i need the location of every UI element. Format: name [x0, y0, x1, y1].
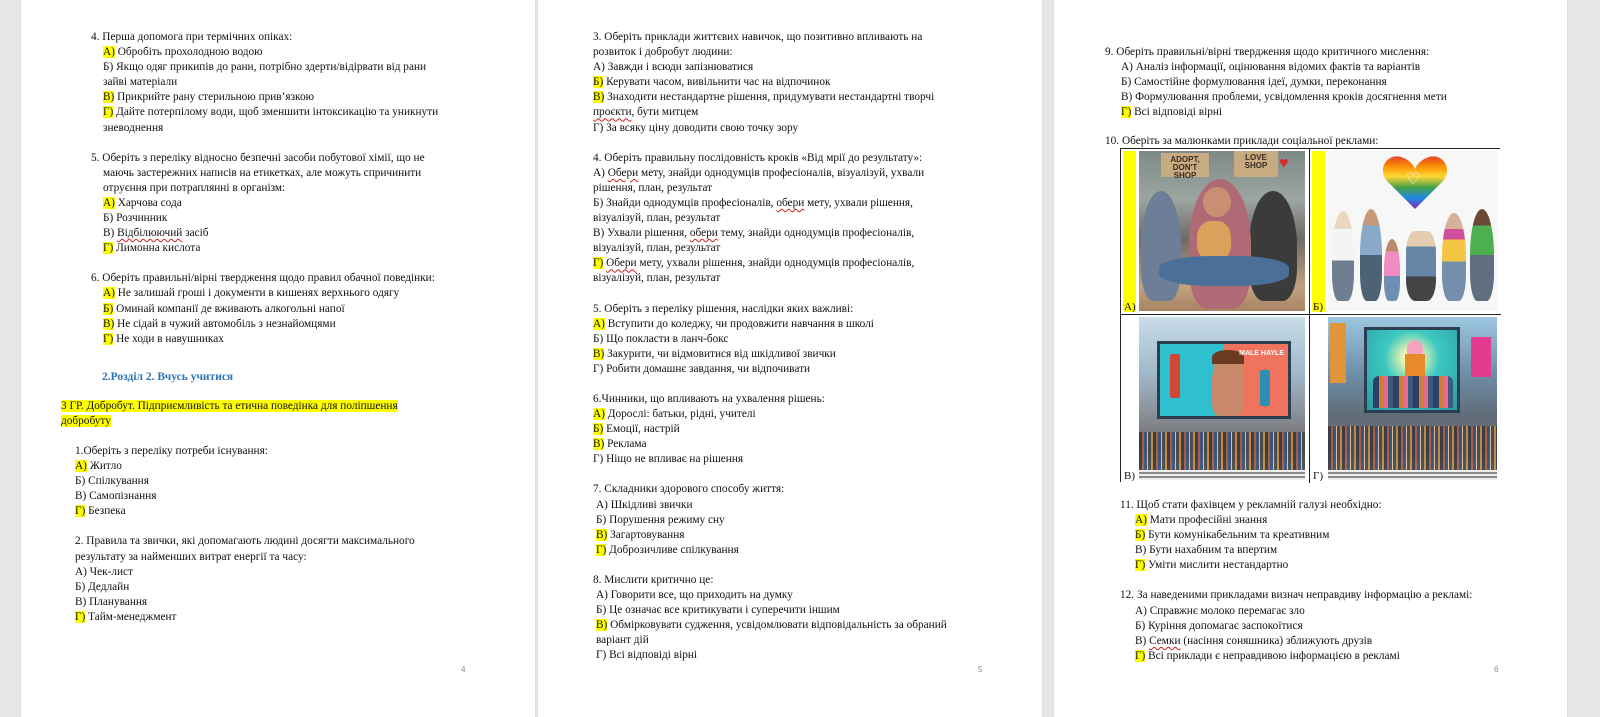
answer-letter: Г) — [593, 453, 604, 466]
answer-text: візуалізуй, план, результат — [593, 242, 721, 255]
answer-letter: Б) — [593, 196, 604, 209]
answer-text: Безпека — [85, 505, 126, 518]
answer-option — [593, 256, 947, 271]
answer-option — [593, 332, 947, 347]
answer-text: Порушення режиму сну — [606, 513, 725, 526]
answer-text: Всі приклади є неправдивою інформацією в рекламі — [1145, 649, 1400, 662]
answer-options — [593, 317, 947, 377]
answer-letter-highlighted: В) — [103, 91, 115, 104]
question-6-safe-behavior — [91, 271, 438, 346]
answer-letter: В) — [75, 490, 87, 503]
answer-option — [596, 513, 947, 528]
question-title-line: 3. Оберіть приклади життєвих навичок, що позитивно впливають на — [593, 31, 923, 43]
answer-option — [593, 317, 947, 332]
answer-text: Харчова сода — [114, 196, 182, 209]
answer-letter: А) — [596, 589, 608, 601]
answer-text: Не ходи в навушниках — [113, 332, 224, 345]
document-page-6 — [1054, 0, 1567, 717]
answer-text: Вступити до коледжу, чи продовжити навчання в школі — [604, 317, 874, 330]
question-title: 8. Мислити критично це: — [593, 573, 714, 586]
answer-letter: Б) — [75, 475, 86, 488]
answer-option — [593, 407, 947, 422]
answer-letter: А) — [596, 498, 608, 511]
answer-letter: Б) — [103, 212, 114, 225]
answer-letter-highlighted: А) — [75, 460, 87, 473]
question-title: 9. Оберіть правильні/вірні твердження щодо критичного мислення: — [1105, 46, 1430, 58]
question-title: 4. Оберіть правильну послідовність кроків «Від мрії до результату»: — [593, 151, 923, 164]
answer-text: Доброзичливе спілкування — [606, 543, 739, 556]
question-7-healthy-lifestyle — [593, 482, 947, 557]
answer-text: Знайди однодумців професіоналів, обери мету, ухвали рішення, — [603, 196, 913, 209]
answer-text: проєкти, бути митцем — [593, 106, 699, 119]
answer-letter-highlighted: Г) — [75, 505, 86, 518]
answer-option — [1135, 649, 1472, 664]
question-block-2 — [1120, 498, 1472, 664]
answer-option — [75, 504, 415, 519]
answer-text: Спілкування — [85, 475, 149, 488]
answer-letter-highlighted: Г) — [593, 257, 604, 270]
question-title: 6.Чинники, що впливають на ухвалення рішень: — [593, 392, 825, 405]
answer-options — [1120, 513, 1472, 573]
answer-option — [596, 603, 947, 618]
answer-option-continuation — [593, 105, 947, 120]
answer-option — [593, 226, 947, 241]
answer-letter: А) — [1135, 604, 1147, 617]
answer-option-continuation — [593, 241, 947, 256]
answer-letter: Г) — [596, 649, 607, 662]
answer-option — [103, 90, 438, 105]
answer-letter-highlighted: Г) — [103, 332, 114, 345]
diversity-rainbow-heart-illustration — [1328, 151, 1497, 311]
answer-text: Прикрийте рану стерильною прив’язкою — [114, 91, 315, 104]
question-8-critical-thinking — [593, 573, 947, 664]
question-6-decision-factors — [593, 392, 947, 467]
answer-letter-highlighted: Б) — [1135, 529, 1146, 542]
question-title: 12. За наведеними прикладами визнач неправдиву інформацію а рекламі: — [1120, 589, 1473, 602]
question-title-line: 2. Правила та звички, які допомагають людині досягти максимального — [75, 535, 415, 548]
answer-letter: В) — [1135, 634, 1147, 647]
question-3-life-skills — [593, 30, 947, 136]
answer-options — [593, 588, 947, 663]
answer-option — [75, 565, 415, 580]
answer-option — [103, 226, 438, 241]
page-number: 5 — [978, 665, 983, 674]
answer-option — [75, 595, 415, 610]
question-10-social-ads-title: 10. Оберіть за малюнками приклади соціальної реклами: — [1105, 135, 1379, 147]
answer-text: Лимонна кислота — [113, 242, 201, 255]
question-title: 5. Оберіть з переліку рішення, наслідки яких важливі: — [593, 302, 854, 315]
answer-letter: В) — [1135, 544, 1147, 557]
answer-option — [593, 60, 947, 75]
answer-letter-highlighted: А) — [1135, 514, 1147, 527]
love-shop-sign: LOVE SHOP — [1234, 151, 1278, 177]
answer-options — [75, 565, 415, 625]
answer-options — [75, 459, 415, 519]
answer-letter-highlighted: Г) — [596, 543, 607, 556]
answer-option — [1121, 75, 1447, 90]
answer-option — [596, 528, 947, 543]
answer-text: Самопізнання — [86, 490, 157, 503]
image-label: А) — [1124, 301, 1136, 313]
answer-option — [1121, 60, 1447, 75]
answer-text: Реклама — [604, 438, 647, 451]
answer-option — [593, 75, 947, 90]
answer-option — [593, 90, 947, 105]
answer-options — [91, 196, 438, 256]
question-title-line: результату за найменших витрат енергії та часу: — [75, 550, 307, 563]
page-number: 6 — [1494, 665, 1499, 674]
answer-letter-highlighted: Г) — [75, 610, 86, 623]
image-label: Г) — [1313, 470, 1324, 482]
answer-text: Керувати часом, вивільнити час на відпочинок — [603, 76, 831, 89]
answer-option — [1135, 634, 1472, 649]
answer-text: рішення, план, результат — [593, 181, 713, 194]
document-page-4 — [21, 0, 535, 717]
answer-text: зайві матеріали — [103, 76, 178, 89]
answer-text: Дедлайн — [85, 580, 130, 593]
answer-text: Дорослі: батьки, рідні, учителі — [604, 408, 756, 421]
answer-letter-highlighted: Б) — [593, 423, 604, 436]
answer-letter-highlighted: Г) — [1135, 559, 1146, 572]
answer-letter-highlighted: А) — [593, 317, 605, 330]
answer-option — [1121, 90, 1447, 105]
answer-text: Всі відповіді вірні — [606, 649, 698, 662]
answer-letter-highlighted: В) — [596, 528, 608, 541]
answer-option-continuation — [596, 633, 947, 648]
answer-letter: Б) — [1135, 619, 1146, 632]
answer-option-continuation — [593, 211, 947, 226]
adopt-dont-shop-photo — [1139, 151, 1305, 311]
answer-letter: Б) — [596, 604, 607, 617]
question-4-first-aid — [91, 30, 438, 136]
answer-text: Закурити, чи відмовитися від шкідливої звички — [604, 347, 836, 360]
answer-option — [75, 489, 415, 504]
answer-option — [596, 588, 947, 603]
answer-text: Обмірковувати судження, усвідомлювати відповідальність за обраний — [607, 619, 947, 632]
answer-options — [593, 498, 947, 558]
ad-image-d[interactable] — [1310, 315, 1501, 483]
answer-text: Бути нахабним та впертим — [1146, 544, 1278, 557]
question-1-existence-needs — [75, 444, 415, 519]
answer-option — [593, 437, 947, 452]
group-heading-line: добробуту — [61, 415, 111, 428]
answer-letter: Б) — [103, 61, 114, 74]
answer-letter-highlighted: Г) — [1135, 649, 1146, 662]
question-title-line: розвиток і добробут людини: — [593, 46, 733, 59]
question-2-time-management — [75, 534, 415, 625]
answer-options — [91, 45, 438, 136]
question-block — [593, 30, 947, 663]
question-title: 1.Оберіть з переліку потреби існування: — [75, 445, 268, 457]
answer-option-continuation — [593, 181, 947, 196]
image-label: В) — [1124, 470, 1135, 482]
answer-text: Ухвали рішення, обери тему, знайди однодумців професіоналів, — [604, 227, 915, 240]
answer-letter-highlighted: В) — [596, 619, 608, 632]
answer-text: Не залишай гроші і документи в кишенях верхнього одягу — [114, 287, 400, 300]
answer-text: Емоції, настрій — [603, 423, 680, 436]
answer-letter-highlighted: Г) — [1121, 106, 1132, 119]
answer-text: Семки (насіння соняшника) зближують друзів — [1149, 634, 1373, 647]
answer-text: Дайте потерпілому води, щоб зменшити інтоксикацію та уникнути — [113, 106, 439, 119]
answer-options — [593, 407, 947, 467]
heart-icon: ♥ — [1279, 155, 1289, 172]
answer-text: Говорити все, що приходить на думку — [607, 589, 793, 601]
answer-option — [1135, 528, 1472, 543]
answer-option — [103, 241, 438, 256]
answer-option-continuation — [103, 75, 438, 90]
answer-option-continuation — [593, 271, 947, 286]
answer-options — [91, 286, 438, 346]
answer-option — [103, 286, 438, 301]
answer-option — [103, 211, 438, 226]
answer-text: Чек-лист — [86, 565, 133, 578]
answer-text: Загартовування — [607, 528, 685, 541]
question-9-critical-thinking-statements — [1105, 45, 1447, 120]
question-title: 7. Складники здорового способу життя: — [593, 483, 785, 496]
answer-text: Це означає все критикувати і суперечити іншим — [606, 604, 840, 617]
answer-option — [103, 105, 438, 120]
answer-highlight — [1312, 151, 1325, 312]
answer-letter-highlighted: А) — [103, 196, 115, 209]
social-ads-image-grid — [1120, 148, 1500, 482]
section-heading: 2.Розділ 2. Вчусь учитися — [102, 371, 234, 383]
question-title-line: отруєння при потраплянні в організм: — [103, 181, 286, 194]
answer-text: Аналіз інформації, оцінювання відомих фактів та варіантів — [1132, 61, 1421, 74]
answer-option — [103, 45, 438, 60]
answer-letter: В) — [593, 227, 605, 240]
answer-text: Формулювання проблеми, усвідомлення кроків досягнення мети — [1132, 91, 1447, 104]
answer-option — [103, 302, 438, 317]
ad-image-c[interactable] — [1121, 315, 1310, 483]
answer-letter: Б) — [75, 580, 86, 593]
answer-option — [1135, 619, 1472, 634]
answer-letter: Б) — [596, 513, 607, 526]
question-5-household-chemicals — [91, 151, 438, 257]
answer-option — [103, 317, 438, 332]
question-5-important-decisions — [593, 302, 947, 377]
image-label: Б) — [1313, 301, 1323, 313]
question-block — [91, 30, 438, 347]
question-title: 6. Оберіть правильні/вірні твердження щодо правил обачної поведінки: — [91, 272, 435, 285]
answer-text: Уміти мислити нестандартно — [1145, 559, 1289, 572]
answer-text: Тайм-менеджмент — [85, 610, 177, 623]
answer-text: Обробіть прохолодною водою — [114, 46, 263, 59]
answer-option — [593, 166, 947, 181]
answer-letter: В) — [103, 227, 115, 240]
answer-letter-highlighted: Г) — [103, 242, 114, 255]
answer-option — [593, 121, 947, 136]
question-4-steps-sequence — [593, 151, 947, 287]
answer-letter: А) — [1121, 61, 1133, 74]
answer-option — [593, 347, 947, 362]
question-title-line: маючь застережних написів на етикетках, але можуть спричинити — [103, 166, 422, 179]
question-title-line: 5. Оберіть з переліку відносно безпечні засоби побутової хімії, що не — [91, 151, 425, 164]
answer-text: Оминай компанії де вживають алкогольні напої — [113, 302, 345, 315]
answer-letter: А) — [593, 61, 605, 74]
answer-text: Знаходити нестандартне рішення, придумувати нестандартні творчі — [604, 91, 935, 104]
answer-text: Обери мету, знайди однодумців професіоналів, візуалізуй, ухвали — [607, 166, 925, 179]
answer-option — [75, 610, 415, 625]
answer-text: візуалізуй, план, результат — [593, 212, 721, 225]
answer-letter-highlighted: В) — [593, 438, 605, 451]
ad-image-b[interactable] — [1310, 149, 1501, 315]
answer-option — [75, 474, 415, 489]
answer-text: Бути комунікабельним та креативним — [1145, 529, 1330, 542]
answer-text: Всі відповіді вірні — [1131, 106, 1223, 119]
answer-text: Житло — [86, 460, 122, 473]
answer-options — [593, 166, 947, 287]
answer-option — [75, 580, 415, 595]
answer-letter-highlighted: В) — [103, 317, 115, 330]
answer-text: Обери мету, ухвали рішення, знайди однодумців професіоналів, — [606, 257, 915, 270]
answer-letter-highlighted: Б) — [593, 76, 604, 89]
answer-text: Справжнє молоко перемагає зло — [1146, 604, 1305, 617]
answer-letter-highlighted: А) — [103, 287, 115, 300]
question-title: 4. Перша допомога при термічних опіках: — [91, 31, 293, 43]
answer-option — [593, 362, 947, 377]
answer-options — [593, 60, 947, 135]
answer-letter: В) — [1121, 91, 1133, 104]
answer-option — [103, 60, 438, 75]
answer-option-continuation — [103, 121, 438, 136]
answer-letter: В) — [75, 595, 87, 608]
ad-image-a[interactable] — [1121, 149, 1310, 315]
answer-option — [596, 543, 947, 558]
icecream-billboard-photo — [1328, 317, 1497, 480]
answer-text: Розчинник — [113, 212, 168, 225]
answer-text: Відбілюючий засіб — [117, 227, 209, 240]
heart-icon: ♡ — [1406, 171, 1421, 188]
answer-text: Робити домашнє завдання, чи відпочивати — [603, 362, 811, 375]
answer-option — [596, 498, 947, 513]
cosmetics-billboard-photo — [1139, 317, 1305, 480]
answer-text: Не сідай в чужий автомобіль з незнайомцями — [114, 317, 336, 330]
answer-option — [1121, 105, 1447, 120]
answer-option — [1135, 558, 1472, 573]
answer-text: Якщо одяг прикипів до рани, потрібно здерти/відірвати від рани — [113, 61, 427, 74]
question-block — [1105, 45, 1447, 120]
answer-options — [1120, 604, 1472, 664]
page-number: 4 — [461, 665, 466, 674]
answer-text: Самостійне формулювання ідеї, думки, переконання — [1131, 76, 1387, 89]
answer-option — [1135, 604, 1472, 619]
question-block-b — [75, 444, 415, 625]
answer-letter: Г) — [593, 121, 604, 134]
answer-option — [593, 422, 947, 437]
answer-text: візуалізуй, план, результат — [593, 272, 721, 285]
answer-option — [596, 618, 947, 633]
adopt-sign: ADOPT, DON'T SHOP — [1161, 153, 1209, 177]
answer-options — [1105, 60, 1447, 120]
answer-letter: Г) — [593, 362, 604, 375]
answer-letter: А) — [593, 166, 605, 179]
answer-option — [103, 196, 438, 211]
answer-option — [593, 196, 947, 211]
question-title: 11. Щоб стати фахівцем у рекламній галузі необхідно: — [1120, 499, 1382, 511]
answer-text: Планування — [86, 595, 148, 608]
answer-letter: А) — [75, 565, 87, 578]
answer-text: Мати професійні знання — [1146, 514, 1268, 527]
answer-text: За всяку ціну доводити свою точку зору — [603, 121, 799, 134]
answer-letter-highlighted: Б) — [103, 302, 114, 315]
answer-text: Куріння допомагає заспокоїтися — [1145, 619, 1303, 632]
group-heading-line: 3 ГР. Добробут. Підприємливість та етична поведінка для поліпшення — [61, 400, 398, 412]
question-12-false-ad-info — [1120, 588, 1472, 663]
answer-text: Завжди і всюди запізнюватися — [604, 61, 754, 74]
answer-letter: Б) — [593, 332, 604, 345]
answer-option — [593, 452, 947, 467]
question-11-advertising-specialist — [1120, 498, 1472, 573]
answer-letter-highlighted: А) — [593, 408, 605, 421]
answer-letter-highlighted: Г) — [103, 106, 114, 119]
group-heading — [61, 399, 398, 429]
answer-text: варіант дій — [596, 634, 649, 647]
answer-letter-highlighted: В) — [593, 347, 605, 360]
answer-option — [1135, 543, 1472, 558]
answer-letter: Б) — [1121, 76, 1132, 89]
answer-text: Шкідливі звички — [607, 498, 693, 511]
answer-letter-highlighted: А) — [103, 46, 115, 59]
answer-option — [103, 332, 438, 347]
answer-option — [1135, 513, 1472, 528]
answer-highlight — [1123, 151, 1136, 312]
answer-text: Що покласти в ланч-бокс — [603, 332, 729, 345]
document-page-5 — [538, 0, 1042, 717]
answer-text: зневоднення — [103, 121, 164, 134]
answer-text: Ніщо не впливає на рішення — [603, 453, 744, 466]
answer-option — [596, 648, 947, 663]
billboard-text: MALE HAYLE — [1239, 350, 1284, 357]
answer-letter-highlighted: В) — [593, 91, 605, 104]
answer-option — [75, 459, 415, 474]
